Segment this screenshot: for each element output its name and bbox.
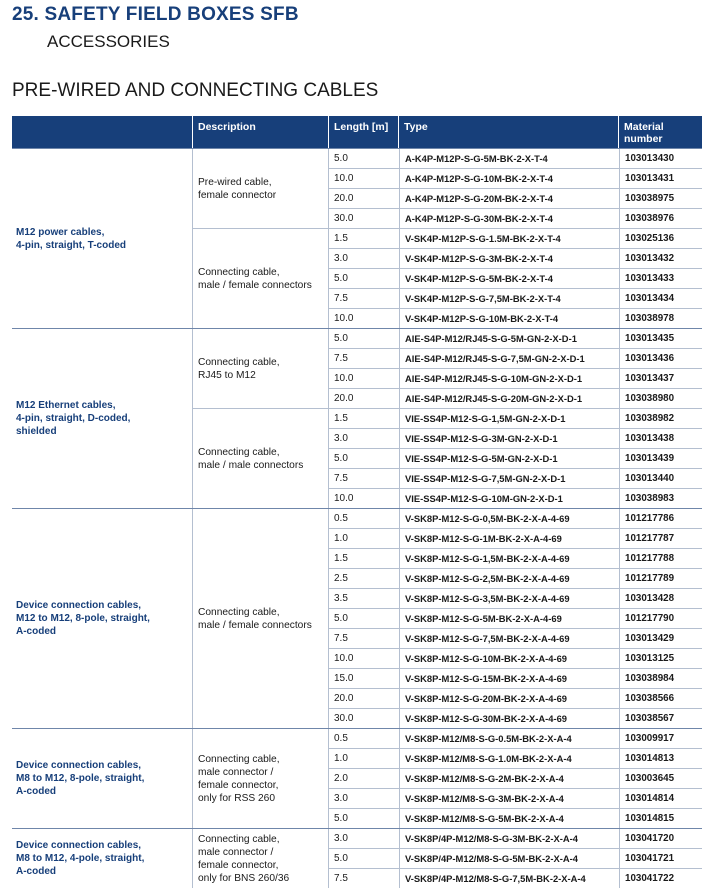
type-cell: A-K4P-M12P-S-G-10M-BK-2-X-T-4 (399, 169, 619, 188)
material-number-cell: 103014814 (619, 789, 702, 808)
material-number-cell: 103014815 (619, 809, 702, 828)
type-cell: V-SK8P-M12/M8-S-G-5M-BK-2-X-A-4 (399, 809, 619, 828)
material-number-cell: 103038567 (619, 709, 702, 728)
cable-subgroup (193, 149, 702, 228)
table-row (329, 509, 702, 528)
type-cell: VIE-SS4P-M12-S-G-5M-GN-2-X-D-1 (399, 449, 619, 468)
type-cell: V-SK4P-M12P-S-G-5M-BK-2-X-T-4 (399, 269, 619, 288)
section-title: PRE-WIRED AND CONNECTING CABLES (12, 80, 379, 101)
length-cell: 3.5 (334, 593, 348, 604)
material-number-cell: 103013434 (619, 289, 702, 308)
type-cell: VIE-SS4P-M12-S-G-7,5M-GN-2-X-D-1 (399, 469, 619, 488)
material-number-cell: 103025136 (619, 229, 702, 248)
subgroup-description: Connecting cable, male connector / female connector, only for RSS 260 (193, 729, 329, 828)
table-row (329, 588, 702, 608)
type-cell: V-SK8P-M12/M8-S-G-1.0M-BK-2-X-A-4 (399, 749, 619, 768)
table-row (329, 208, 702, 228)
group-label: M12 power cables, 4-pin, straight, T-coded (12, 149, 193, 328)
table-row (329, 368, 702, 388)
length-cell: 15.0 (334, 673, 354, 684)
table-row (329, 348, 702, 368)
table-row (329, 308, 702, 328)
type-cell: V-SK8P-M12-S-G-7,5M-BK-2-X-A-4-69 (399, 629, 619, 648)
group-label: Device connection cables, M8 to M12, 8-pole, straight, A-coded (12, 729, 193, 828)
length-cell: 1.0 (334, 533, 348, 544)
page-title: 25. SAFETY FIELD BOXES SFB (12, 4, 299, 25)
table-row (329, 768, 702, 788)
table-row (329, 648, 702, 668)
type-cell: V-SK8P-M12-S-G-1,5M-BK-2-X-A-4-69 (399, 549, 619, 568)
type-cell: V-SK8P-M12-S-G-10M-BK-2-X-A-4-69 (399, 649, 619, 668)
material-number-cell: 103038982 (619, 409, 702, 428)
table-row (329, 628, 702, 648)
cable-subgroup (193, 329, 702, 408)
table-row (329, 568, 702, 588)
material-number-cell: 103041722 (619, 869, 702, 888)
length-cell: 5.0 (334, 333, 348, 344)
type-cell: V-SK8P-M12-S-G-30M-BK-2-X-A-4-69 (399, 709, 619, 728)
type-cell: VIE-SS4P-M12-S-G-10M-GN-2-X-D-1 (399, 489, 619, 508)
type-cell: V-SK8P-M12-S-G-15M-BK-2-X-A-4-69 (399, 669, 619, 688)
material-number-cell: 103013428 (619, 589, 702, 608)
page-subtitle: ACCESSORIES (47, 32, 170, 51)
length-cell: 7.5 (334, 293, 348, 304)
table-row (329, 149, 702, 168)
type-cell: V-SK8P/4P-M12/M8-S-G-7,5M-BK-2-X-A-4 (399, 869, 619, 888)
length-cell: 20.0 (334, 693, 354, 704)
length-cell: 2.5 (334, 573, 348, 584)
material-number-cell: 103013432 (619, 249, 702, 268)
table-row (329, 829, 702, 848)
material-number-cell: 103038975 (619, 189, 702, 208)
cable-subgroup (193, 408, 702, 508)
table-row (329, 248, 702, 268)
length-cell: 5.0 (334, 273, 348, 284)
material-number-cell: 103009917 (619, 729, 702, 748)
material-number-cell: 103041721 (619, 849, 702, 868)
table-row (329, 688, 702, 708)
cable-group (12, 148, 702, 328)
length-cell: 20.0 (334, 393, 354, 404)
material-number-cell: 103038976 (619, 209, 702, 228)
type-cell: V-SK8P/4P-M12/M8-S-G-5M-BK-2-X-A-4 (399, 849, 619, 868)
length-cell: 10.0 (334, 313, 354, 324)
table-row (329, 409, 702, 428)
subgroup-description: Pre-wired cable, female connector (193, 149, 329, 228)
material-number-cell: 103003645 (619, 769, 702, 788)
material-number-cell: 103013125 (619, 649, 702, 668)
type-cell: AIE-S4P-M12/RJ45-S-G-7,5M-GN-2-X-D-1 (399, 349, 619, 368)
length-cell: 3.0 (334, 433, 348, 444)
subgroup-description: Connecting cable, RJ45 to M12 (193, 329, 329, 408)
cable-subgroup (193, 228, 702, 328)
length-cell: 5.0 (334, 813, 348, 824)
length-cell: 10.0 (334, 173, 354, 184)
material-number-cell: 103013430 (619, 149, 702, 168)
group-label: M12 Ethernet cables, 4-pin, straight, D-coded, shielded (12, 329, 193, 508)
material-number-cell: 103038980 (619, 389, 702, 408)
type-cell: V-SK8P-M12-S-G-2,5M-BK-2-X-A-4-69 (399, 569, 619, 588)
table-row (329, 788, 702, 808)
material-number-cell: 103013429 (619, 629, 702, 648)
length-cell: 7.5 (334, 873, 348, 884)
material-number-cell: 103013435 (619, 329, 702, 348)
length-cell: 3.0 (334, 833, 348, 844)
material-number-cell: 101217789 (619, 569, 702, 588)
cable-group (12, 728, 702, 828)
type-cell: V-SK4P-M12P-S-G-7,5M-BK-2-X-T-4 (399, 289, 619, 308)
cable-subgroup (193, 829, 702, 888)
type-cell: V-SK4P-M12P-S-G-1.5M-BK-2-X-T-4 (399, 229, 619, 248)
material-number-cell: 103013431 (619, 169, 702, 188)
length-cell: 7.5 (334, 633, 348, 644)
type-cell: VIE-SS4P-M12-S-G-1,5M-GN-2-X-D-1 (399, 409, 619, 428)
length-cell: 1.0 (334, 753, 348, 764)
length-cell: 30.0 (334, 713, 354, 724)
cables-table (12, 116, 702, 888)
table-header (12, 116, 702, 148)
type-cell: V-SK8P-M12/M8-S-G-3M-BK-2-X-A-4 (399, 789, 619, 808)
table-row (329, 528, 702, 548)
table-row (329, 468, 702, 488)
cable-group (12, 508, 702, 728)
length-cell: 5.0 (334, 453, 348, 464)
subgroup-description: Connecting cable, male / male connectors (193, 409, 329, 508)
type-cell: V-SK8P-M12-S-G-1M-BK-2-X-A-4-69 (399, 529, 619, 548)
type-cell: AIE-S4P-M12/RJ45-S-G-20M-GN-2-X-D-1 (399, 389, 619, 408)
type-cell: V-SK8P/4P-M12/M8-S-G-3M-BK-2-X-A-4 (399, 829, 619, 848)
subgroup-description: Connecting cable, male connector / female connector, only for BNS 260/36 (193, 829, 329, 888)
type-cell: A-K4P-M12P-S-G-20M-BK-2-X-T-4 (399, 189, 619, 208)
length-cell: 5.0 (334, 613, 348, 624)
cable-subgroup (193, 729, 702, 828)
material-number-cell: 101217788 (619, 549, 702, 568)
type-cell: A-K4P-M12P-S-G-30M-BK-2-X-T-4 (399, 209, 619, 228)
length-cell: 10.0 (334, 493, 354, 504)
type-cell: V-SK8P-M12-S-G-0,5M-BK-2-X-A-4-69 (399, 509, 619, 528)
type-cell: V-SK4P-M12P-S-G-3M-BK-2-X-T-4 (399, 249, 619, 268)
material-number-cell: 101217786 (619, 509, 702, 528)
cable-subgroup (193, 509, 702, 728)
table-row (329, 808, 702, 828)
length-cell: 0.5 (334, 513, 348, 524)
header-cell-group (12, 116, 193, 148)
type-cell: V-SK8P-M12-S-G-3,5M-BK-2-X-A-4-69 (399, 589, 619, 608)
table-row (329, 188, 702, 208)
length-cell: 7.5 (334, 473, 348, 484)
table-row (329, 288, 702, 308)
table-row (329, 168, 702, 188)
table-body (12, 148, 702, 888)
table-row (329, 548, 702, 568)
subgroup-description: Connecting cable, male / female connectors (193, 509, 329, 728)
header-cell-length: Length [m] (329, 116, 399, 148)
table-row (329, 229, 702, 248)
length-cell: 5.0 (334, 853, 348, 864)
type-cell: V-SK8P-M12-S-G-20M-BK-2-X-A-4-69 (399, 689, 619, 708)
subgroup-description: Connecting cable, male / female connectors (193, 229, 329, 328)
type-cell: V-SK8P-M12/M8-S-G-0.5M-BK-2-X-A-4 (399, 729, 619, 748)
type-cell: A-K4P-M12P-S-G-5M-BK-2-X-T-4 (399, 149, 619, 168)
header-cell-material-number: Material number (624, 121, 664, 145)
header-cell-description: Description (193, 116, 329, 148)
material-number-cell: 103013436 (619, 349, 702, 368)
table-row (329, 428, 702, 448)
table-row (329, 708, 702, 728)
table-row (329, 748, 702, 768)
length-cell: 7.5 (334, 353, 348, 364)
material-number-cell: 103013439 (619, 449, 702, 468)
table-row (329, 668, 702, 688)
group-label: Device connection cables, M12 to M12, 8-pole, straight, A-coded (12, 509, 193, 728)
length-cell: 30.0 (334, 213, 354, 224)
material-number-cell: 103013433 (619, 269, 702, 288)
type-cell: V-SK8P-M12/M8-S-G-2M-BK-2-X-A-4 (399, 769, 619, 788)
material-number-cell: 103038978 (619, 309, 702, 328)
table-row (329, 329, 702, 348)
length-cell: 20.0 (334, 193, 354, 204)
table-row (329, 268, 702, 288)
material-number-cell: 101217787 (619, 529, 702, 548)
material-number-cell: 103013440 (619, 469, 702, 488)
material-number-cell: 103013437 (619, 369, 702, 388)
material-number-cell: 101217790 (619, 609, 702, 628)
length-cell: 3.0 (334, 793, 348, 804)
material-number-cell: 103013438 (619, 429, 702, 448)
length-cell: 3.0 (334, 253, 348, 264)
table-row (329, 608, 702, 628)
material-number-cell: 103038566 (619, 689, 702, 708)
length-cell: 0.5 (334, 733, 348, 744)
material-number-cell: 103041720 (619, 829, 702, 848)
type-cell: V-SK8P-M12-S-G-5M-BK-2-X-A-4-69 (399, 609, 619, 628)
table-row (329, 388, 702, 408)
material-number-cell: 103014813 (619, 749, 702, 768)
length-cell: 10.0 (334, 653, 354, 664)
length-cell: 1.5 (334, 553, 348, 564)
table-row (329, 448, 702, 468)
cable-group (12, 828, 702, 888)
material-number-cell: 103038984 (619, 669, 702, 688)
cable-group (12, 328, 702, 508)
group-label: Device connection cables, M8 to M12, 4-pole, straight, A-coded (12, 829, 193, 888)
table-row (329, 729, 702, 748)
table-row (329, 488, 702, 508)
table-row (329, 868, 702, 888)
material-number-cell: 103038983 (619, 489, 702, 508)
type-cell: V-SK4P-M12P-S-G-10M-BK-2-X-T-4 (399, 309, 619, 328)
type-cell: AIE-S4P-M12/RJ45-S-G-5M-GN-2-X-D-1 (399, 329, 619, 348)
length-cell: 10.0 (334, 373, 354, 384)
length-cell: 1.5 (334, 413, 348, 424)
length-cell: 5.0 (334, 153, 348, 164)
length-cell: 2.0 (334, 773, 348, 784)
table-row (329, 848, 702, 868)
type-cell: AIE-S4P-M12/RJ45-S-G-10M-GN-2-X-D-1 (399, 369, 619, 388)
header-cell-type: Type (399, 116, 619, 148)
type-cell: VIE-SS4P-M12-S-G-3M-GN-2-X-D-1 (399, 429, 619, 448)
length-cell: 1.5 (334, 233, 348, 244)
